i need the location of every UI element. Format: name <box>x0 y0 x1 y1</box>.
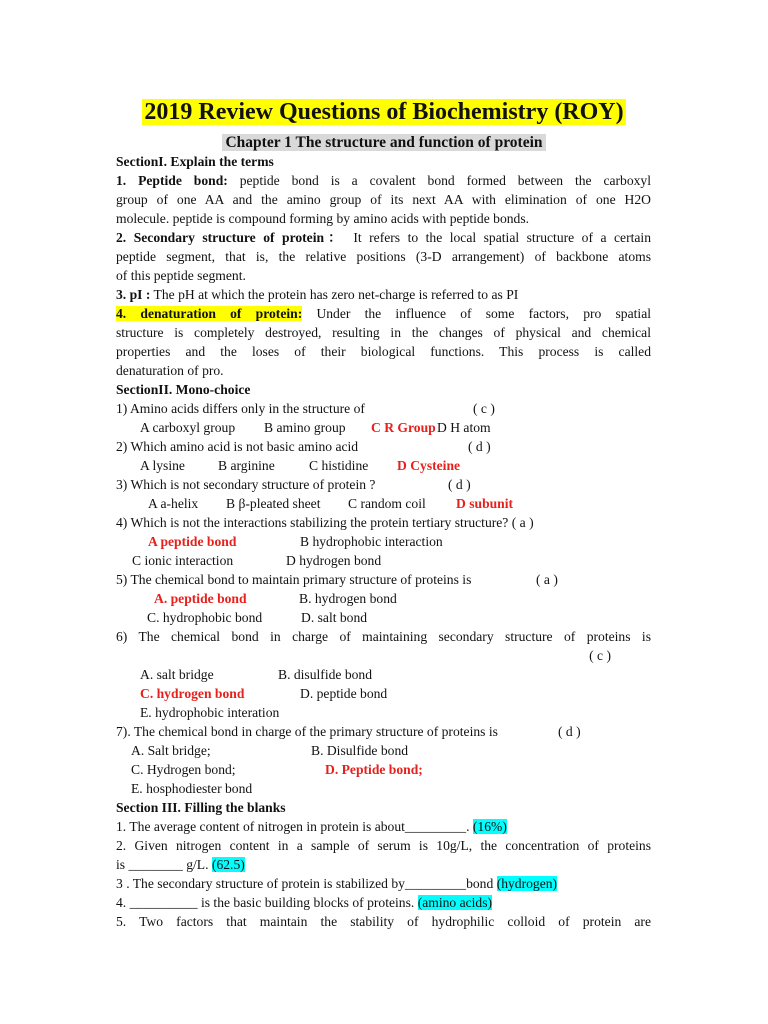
question5-text: 5) The chemical bond to maintain primary structure of proteins is <box>116 572 472 587</box>
q1-option-c: C R Group <box>371 420 436 435</box>
question5-options-2 <box>116 608 651 627</box>
q3-option-c: C random coil <box>348 496 426 511</box>
q4-option-b: B hydrophobic interaction <box>300 534 443 549</box>
section1-heading: SectionI. Explain the terms <box>116 154 274 169</box>
q4-option-c: C ionic interaction <box>132 553 234 568</box>
q7-option-a: A. Salt bridge; <box>131 743 211 758</box>
question2-text: 2) Which amino acid is not basic amino acid <box>116 439 359 454</box>
blank3 <box>116 874 651 893</box>
blank2-line2 <box>116 855 651 874</box>
question3-answer: ( d ) <box>448 477 471 492</box>
question4-options-2 <box>116 551 651 570</box>
term2-line1 <box>116 228 651 247</box>
section3-heading: Section III. Filling the blanks <box>116 800 286 815</box>
question6-options-3 <box>116 703 651 722</box>
q5-option-a: A. peptide bond <box>154 591 247 606</box>
question2-answer: ( d ) <box>468 439 491 454</box>
term4-label: 4. denaturation of protein: <box>116 306 303 321</box>
q1-option-a: A carboxyl group <box>140 420 236 435</box>
question6-options-1 <box>116 665 651 684</box>
term1-line1 <box>116 171 651 190</box>
term3-text: The pH at which the protein has zero net-charge is referred to as PI <box>153 287 519 302</box>
q1-option-d: D H atom <box>437 420 491 435</box>
question1-text: 1) Amino acids differs only in the structure of <box>116 401 365 416</box>
term4-line1 <box>116 304 651 323</box>
question6: 6) The chemical bond in charge of maintaining secondary structure of proteins is <box>116 629 651 644</box>
term4-line4: denaturation of pro. <box>116 363 224 378</box>
term4-line3: properties and the loses of their biological functions. This process is called <box>116 344 651 359</box>
question6-answer: ( c ) <box>589 648 611 663</box>
question7-options-3 <box>116 779 651 798</box>
blank2-text: is ________ g/L. <box>116 857 209 872</box>
term1-line2: group of one AA and the amino group of its next AA with elimination of one H2O <box>116 192 651 207</box>
blank4-answer: (amino acids) <box>417 895 493 910</box>
blank1-answer: (16%) <box>472 819 507 834</box>
blank2-line1: 2. Given nitrogen content in a sample of serum is 10g/L, the concentration of proteins <box>116 838 651 853</box>
document-body <box>116 152 651 931</box>
question7-options-2 <box>116 760 651 779</box>
q7-option-c: C. Hydrogen bond; <box>131 762 236 777</box>
question7-text: 7). The chemical bond in charge of the primary structure of proteins is <box>116 724 498 739</box>
document-title <box>0 97 768 127</box>
q2-option-b: B arginine <box>218 458 275 473</box>
blank4 <box>116 893 651 912</box>
q5-option-d: D. salt bond <box>301 610 368 625</box>
q6-option-d: D. peptide bond <box>300 686 388 701</box>
term4-text: Under the influence of some factors, pro spatial <box>316 306 652 321</box>
question1-answer: ( c ) <box>473 401 495 416</box>
q7-option-e: E. hosphodiester bond <box>131 781 253 796</box>
term1-label: 1. Peptide bond: <box>116 173 228 188</box>
question7-answer: ( d ) <box>558 724 581 739</box>
term2-text: It refers to the local spatial structure of a certain <box>353 230 651 245</box>
q6-option-c: C. hydrogen bond <box>140 686 245 701</box>
document-title-text: 2019 Review Questions of Biochemistry (ROY) <box>144 99 624 125</box>
question1-options <box>116 418 651 437</box>
blank2-answer: (62.5) <box>211 857 245 872</box>
q7-option-d: D. Peptide bond; <box>325 762 423 777</box>
blank3-text: 3 . The secondary structure of protein is stabilized by_________bond <box>116 876 494 891</box>
term2-label: 2. Secondary structure of protein： <box>116 230 346 245</box>
question5-options-1 <box>116 589 651 608</box>
q6-option-a: A. salt bridge <box>140 667 214 682</box>
term2-line3: of this peptide segment. <box>116 268 246 283</box>
q1-option-b: B amino group <box>264 420 346 435</box>
term1-line3: molecule. peptide is compound forming by amino acids with peptide bonds. <box>116 211 530 226</box>
q2-option-c: C histidine <box>309 458 369 473</box>
q4-option-a: A peptide bond <box>148 534 237 549</box>
chapter-heading <box>0 133 768 153</box>
term3-label: 3. pI : <box>116 287 151 302</box>
question4-options-1 <box>116 532 651 551</box>
question5-answer: ( a ) <box>536 572 558 587</box>
q6-option-e: E. hydrophobic interation <box>140 705 280 720</box>
blank1 <box>116 817 651 836</box>
question7-options-1 <box>116 741 651 760</box>
question3-text: 3) Which is not secondary structure of protein ? <box>116 477 376 492</box>
q3-option-a: A a-helix <box>148 496 199 511</box>
question5 <box>116 570 651 589</box>
q5-option-c: C. hydrophobic bond <box>147 610 263 625</box>
q2-option-d: D Cysteine <box>397 458 461 473</box>
blank4-text: 4. __________ is the basic building blocks of proteins. <box>116 895 415 910</box>
question6-options-2 <box>116 684 651 703</box>
blank1-text: 1. The average content of nitrogen in protein is about_________. <box>116 819 470 834</box>
term3-line1 <box>116 285 651 304</box>
section2-heading: SectionII. Mono-choice <box>116 382 251 397</box>
q2-option-a: A lysine <box>140 458 185 473</box>
q6-option-b: B. disulfide bond <box>278 667 373 682</box>
question2 <box>116 437 651 456</box>
q3-option-d: D subunit <box>456 496 514 511</box>
question3-options <box>116 494 651 513</box>
term1-text: peptide bond is a covalent bond formed between the carboxyl <box>239 173 652 188</box>
question1 <box>116 399 651 418</box>
question3 <box>116 475 651 494</box>
blank3-answer: (hydrogen) <box>496 876 558 891</box>
q4-option-d: D hydrogen bond <box>286 553 382 568</box>
question2-options <box>116 456 651 475</box>
term2-line2: peptide segment, that is, the relative positions (3-D arrangement) of backbone atoms <box>116 249 651 264</box>
blank5-line1: 5. Two factors that maintain the stability of hydrophilic colloid of protein are <box>116 914 651 929</box>
term4-line2: structure is completely destroyed, resulting in the changes of physical and chemical <box>116 325 651 340</box>
q7-option-b: B. Disulfide bond <box>311 743 409 758</box>
question7 <box>116 722 651 741</box>
question4: 4) Which is not the interactions stabilizing the protein tertiary structure? ( a ) <box>116 515 534 530</box>
q5-option-b: B. hydrogen bond <box>299 591 397 606</box>
chapter-heading-text: Chapter 1 The structure and function of protein <box>222 134 545 151</box>
q3-option-b: B β-pleated sheet <box>226 496 321 511</box>
